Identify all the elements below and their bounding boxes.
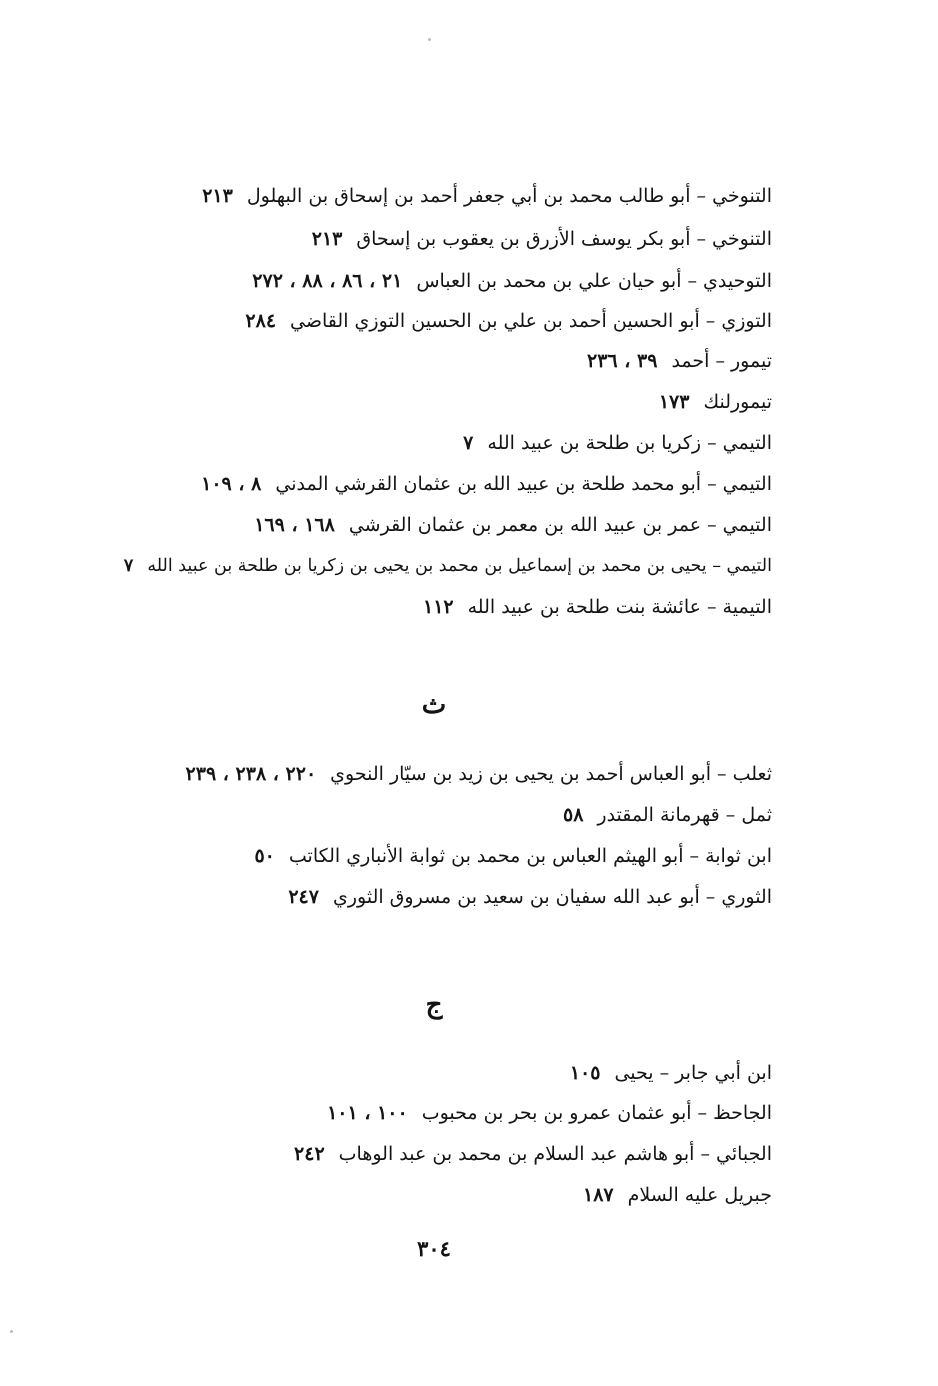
entry-name: التيمي – زكريا بن طلحة بن عبيد الله: [487, 432, 772, 454]
index-entry: [312, 224, 772, 254]
entry-pages: ١٠٥: [569, 1062, 601, 1084]
index-entry: [463, 428, 772, 458]
index-entry: [659, 387, 772, 417]
entry-name: التيمي – أبو محمد طلحة بن عبيد الله بن عثمان القرشي المدني: [275, 473, 772, 495]
index-entry: [254, 841, 772, 871]
entry-name: التنوخي – أبو طالب محمد بن أبي جعفر أحمد بن إسحاق بن البهلول: [246, 185, 772, 207]
index-entry: [202, 181, 772, 211]
entry-pages: ١٨٧: [582, 1184, 614, 1206]
index-entry: [124, 551, 772, 581]
index-entry: [587, 346, 772, 376]
entry-name: التنوخي – أبو بكر يوسف الأزرق بن يعقوب بن إسحاق: [356, 228, 772, 250]
entry-name: الثوري – أبو عبد الله سفيان بن سعيد بن مسروق الثوري: [332, 886, 772, 908]
entry-pages: ٧: [123, 556, 134, 576]
entry-pages: ٣٩ ، ٢٣٦: [587, 350, 658, 372]
entry-pages: ٧: [463, 432, 474, 454]
section-letter-jim: ج: [425, 990, 443, 1020]
entry-pages: ٨ ، ١٠٩: [201, 473, 262, 495]
section-letter-tha: ث: [421, 690, 447, 720]
entry-name: تيمور – أحمد: [671, 350, 772, 372]
entry-pages: ٢١ ، ٨٦ ، ٨٨ ، ٢٧٢: [252, 270, 403, 292]
entry-name: ابن ثوابة – أبو الهيثم العباس بن محمد بن ثوابة الأنباري الكاتب: [288, 845, 772, 867]
entry-name: التيمي – عمر بن عبيد الله بن معمر بن عثمان القرشي: [348, 514, 772, 536]
entry-pages: ٢١٣: [202, 185, 233, 207]
entry-name: التيمية – عائشة بنت طلحة بن عبيد الله: [467, 596, 772, 618]
index-entry: [288, 882, 772, 912]
entry-pages: ٥٠: [254, 845, 275, 867]
entry-pages: ١١٢: [422, 596, 454, 618]
entry-name: التوزي – أبو الحسين أحمد بن علي بن الحسين التوزي القاضي: [290, 310, 772, 332]
entry-pages: ٢٤٢: [294, 1143, 325, 1165]
entry-pages: ٢٨٤: [245, 310, 277, 332]
entry-name: الجبائي – أبو هاشم عبد السلام بن محمد بن عبد الوهاب: [338, 1143, 772, 1165]
entry-pages: ٢١٣: [311, 228, 343, 250]
index-entry: [252, 266, 772, 296]
entry-pages: ١٠٠ ، ١٠١: [327, 1102, 408, 1124]
index-entry: [186, 759, 772, 789]
index-entry: [563, 800, 772, 830]
page-number: ٣٠٤: [417, 1236, 451, 1261]
entry-name: تيمورلنك: [703, 391, 772, 413]
index-entry: [294, 1139, 772, 1169]
entry-pages: ٢٤٧: [288, 886, 319, 908]
entry-pages: ٢٢٠ ، ٢٣٨ ، ٢٣٩: [185, 763, 317, 785]
entry-pages: ١٧٣: [658, 391, 690, 413]
index-entry: [201, 469, 772, 499]
index-entry: [423, 592, 772, 622]
entry-name: الجاحظ – أبو عثمان عمرو بن بحر بن محبوب: [421, 1102, 772, 1124]
scan-speck: [10, 1330, 13, 1333]
entry-name: التيمي – يحيى بن محمد بن إسماعيل بن محمد بن يحيى بن زكريا بن طلحة بن عبيد الله: [147, 556, 772, 576]
entry-name: ثعلب – أبو العباس أحمد بن يحيى بن زيد بن سيّار النحوي: [330, 763, 772, 785]
index-entry: [570, 1058, 772, 1088]
entry-name: ثمل – قهرمانة المقتدر: [597, 804, 772, 826]
entry-pages: ٥٨: [562, 804, 584, 826]
scan-speck: [428, 38, 431, 41]
entry-name: ابن أبي جابر – يحيى: [614, 1062, 772, 1084]
entry-name: التوحيدي – أبو حيان علي بن محمد بن العباس: [416, 270, 772, 292]
index-entry: [254, 510, 772, 540]
entry-name: جبريل عليه السلام: [627, 1184, 772, 1206]
index-entry: [583, 1180, 772, 1210]
entry-pages: ١٦٨ ، ١٦٩: [254, 514, 335, 536]
index-entry: [327, 1098, 772, 1128]
index-entry: [245, 306, 772, 336]
